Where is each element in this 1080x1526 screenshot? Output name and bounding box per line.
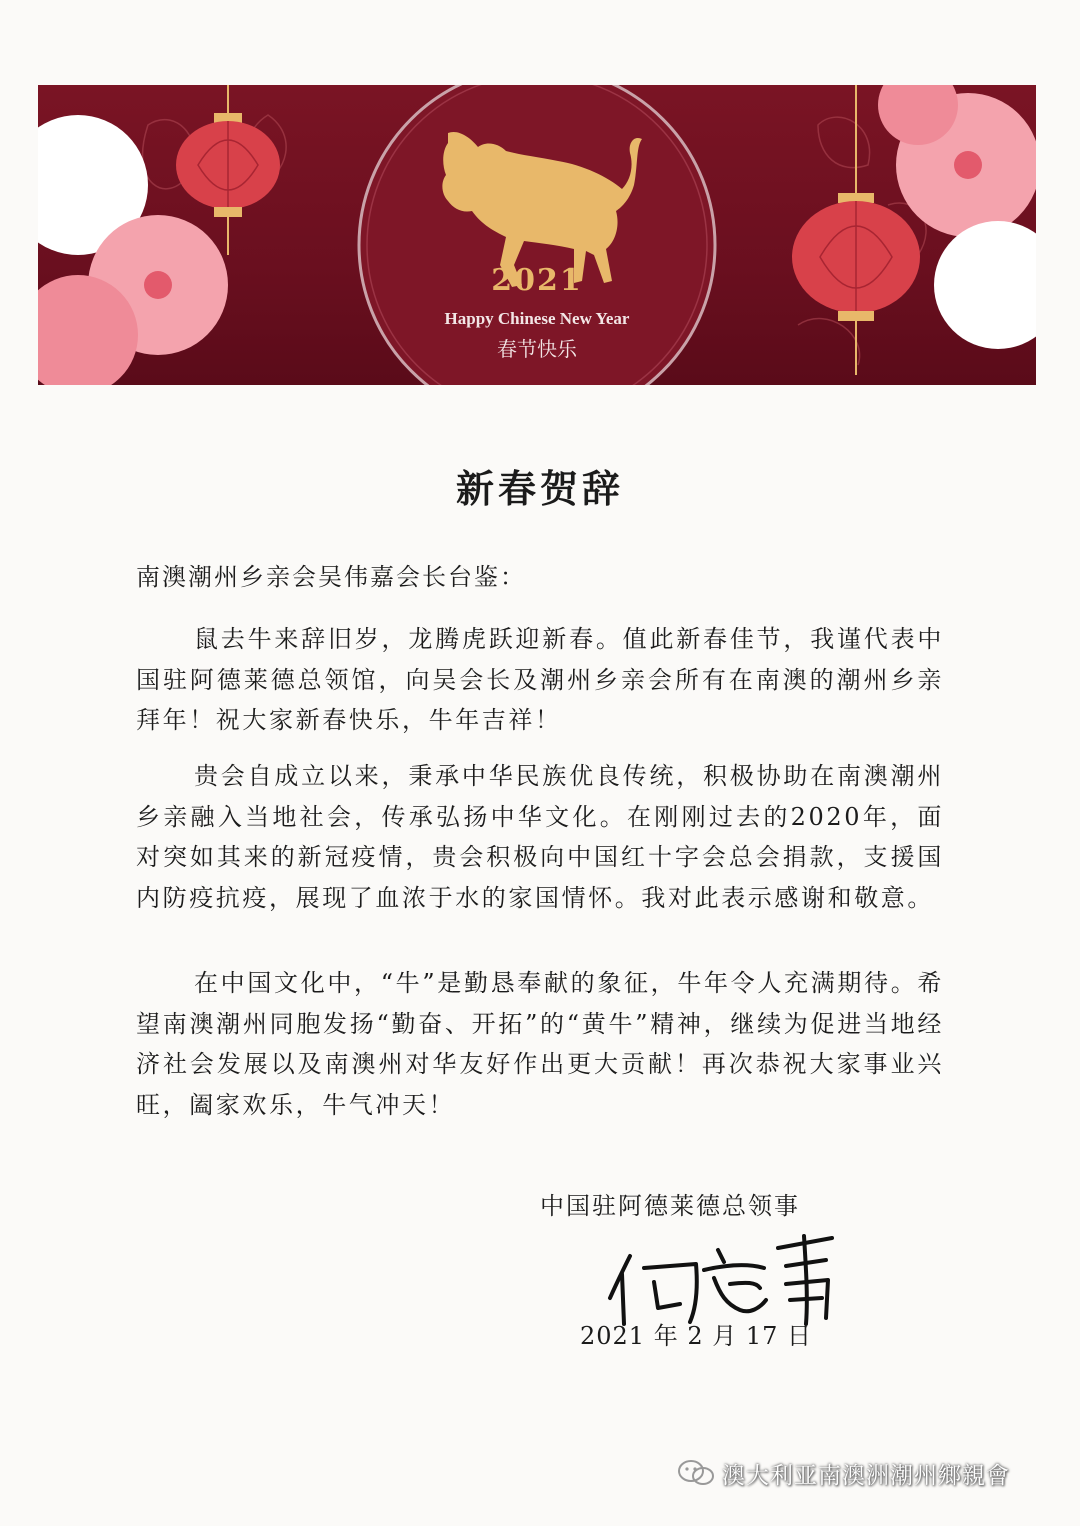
- paragraph-2: 贵会自成立以来，秉承中华民族优良传统，积极协助在南澳潮州乡亲融入当地社会，传承弘扬中华文化。在刚刚过去的2020年，面对突如其来的新冠疫情，贵会积极向中国红十字会总会捐款，支援国内防疫抗疫，展现了血浓于水的家国情怀。我对此表示感谢和敬意。: [136, 762, 944, 912]
- watermark: [676, 1458, 1010, 1488]
- wechat-icon: [676, 1458, 716, 1488]
- banner-greeting-en: Happy Chinese New Year: [444, 309, 630, 328]
- salutation: 南澳潮州乡亲会吴伟嘉会长台鉴：: [136, 563, 526, 591]
- watermark-text: 澳大利亚南澳洲潮州鄉親會: [722, 1462, 1010, 1489]
- signature-icon: [600, 1228, 840, 1328]
- paragraph-3: 在中国文化中，“牛”是勤恳奉献的象征，牛年令人充满期待。希望南澳潮州同胞发扬“勤奋、开拓”的“黄牛”精神，继续为促进当地经济社会发展以及南澳州对华友好作出更大贡献！再次恭祝大家事业兴旺，阖家欢乐，牛气冲天！: [136, 969, 944, 1119]
- paragraph-1: 鼠去牛来辞旧岁，龙腾虎跃迎新春。值此新春佳节，我谨代表中国驻阿德莱德总领馆，向吴会长及潮州乡亲会所有在南澳的潮州乡亲拜年！祝大家新春快乐，牛年吉祥！: [136, 625, 944, 734]
- header-banner: [38, 85, 1036, 385]
- banner-year: 2021: [491, 263, 583, 298]
- signer-title: 中国驻阿德莱德总领事: [540, 1192, 800, 1220]
- letter-date: 2021 年 2 月 17 日: [580, 1322, 813, 1350]
- letter-title: 新春贺辞: [455, 467, 624, 511]
- banner-greeting-cn: 春节快乐: [497, 337, 577, 361]
